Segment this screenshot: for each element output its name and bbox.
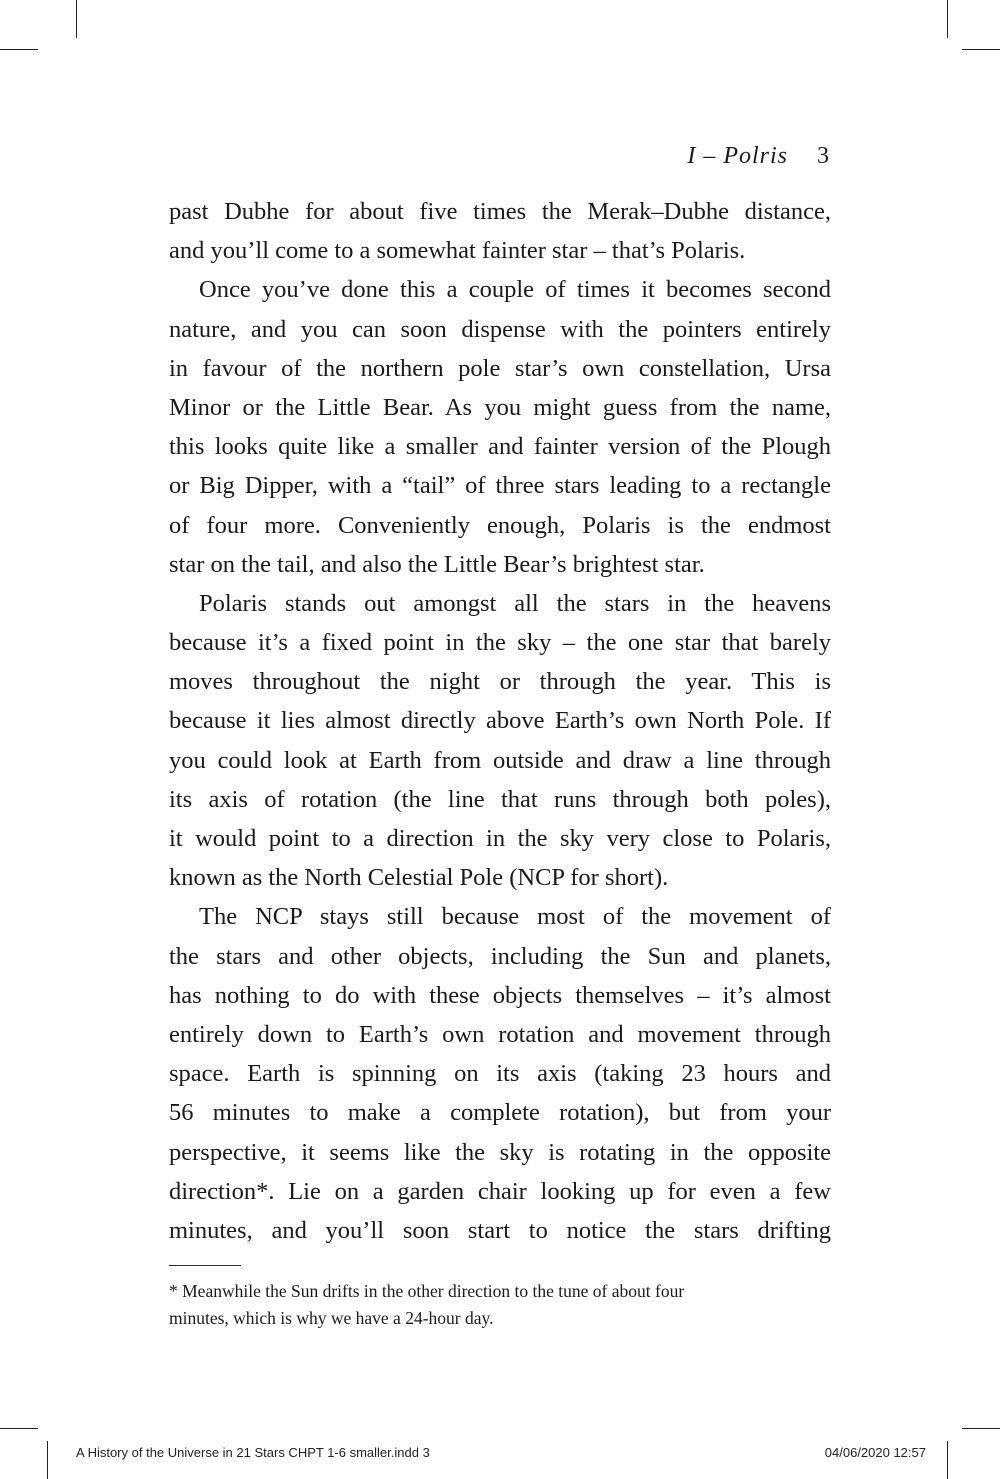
crop-mark bbox=[0, 49, 38, 50]
text-line: this looks quite like a smaller and fainter version of the Plough bbox=[169, 433, 831, 461]
text-line: direction*. Lie on a garden chair looking up for even a few bbox=[169, 1177, 831, 1205]
text-line: its axis of rotation (the line that runs through both poles), bbox=[169, 785, 831, 813]
slug-filename: A History of the Universe in 21 Stars CHPT 1-6 smaller.indd 3 bbox=[76, 1445, 430, 1460]
text-line: Polaris stands out amongst all the stars in the heavens bbox=[199, 589, 831, 617]
crop-mark bbox=[947, 0, 948, 38]
text-line: you could look at Earth from outside and draw a line through bbox=[169, 746, 831, 774]
running-head bbox=[687, 143, 830, 170]
text-line: it would point to a direction in the sky very close to Polaris, bbox=[169, 825, 831, 852]
text-line: because it’s a fixed point in the sky – the one star that barely bbox=[169, 629, 831, 657]
page-number: 3 bbox=[817, 143, 830, 169]
text-line: 56 minutes to make a complete rotation), but from your bbox=[169, 1099, 831, 1127]
text-line: space. Earth is spinning on its axis (taking 23 hours and bbox=[169, 1060, 831, 1088]
crop-mark bbox=[47, 1441, 48, 1479]
text-line: Once you’ve done this a couple of times it becomes second bbox=[199, 276, 831, 304]
footnote bbox=[169, 1278, 831, 1332]
crop-mark bbox=[76, 0, 77, 38]
text-line: The NCP stays still because most of the movement of bbox=[199, 903, 831, 931]
text-line: of four more. Conveniently enough, Polaris is the endmost bbox=[169, 511, 831, 539]
footnote-line: minutes, which is why we have a 24-hour day. bbox=[169, 1308, 494, 1328]
chapter-title: I – Polris bbox=[687, 143, 788, 169]
text-line: in favour of the northern pole star’s own constellation, Ursa bbox=[169, 354, 831, 382]
footnote-rule bbox=[169, 1265, 241, 1266]
text-line: or Big Dipper, with a “tail” of three stars leading to a rectangle bbox=[169, 472, 831, 500]
text-line: and you’ll come to a somewhat fainter star – that’s Polaris. bbox=[169, 237, 746, 265]
text-line: known as the North Celestial Pole (NCP for short). bbox=[169, 864, 669, 892]
crop-mark bbox=[0, 1428, 38, 1429]
text-line: past Dubhe for about five times the Merak–Dubhe distance, bbox=[169, 198, 831, 225]
crop-mark bbox=[947, 1441, 948, 1479]
text-line: because it lies almost directly above Earth’s own North Pole. If bbox=[169, 707, 831, 735]
slug-datetime: 04/06/2020 12:57 bbox=[824, 1445, 926, 1460]
text-line: star on the tail, and also the Little Bear’s brightest star. bbox=[169, 550, 705, 578]
text-line: moves throughout the night or through the year. This is bbox=[169, 668, 831, 696]
footnote-line: * Meanwhile the Sun drifts in the other direction to the tune of about four bbox=[169, 1281, 685, 1301]
text-line: minutes, and you’ll soon start to notice the stars drifting bbox=[169, 1216, 831, 1244]
text-line: entirely down to Earth’s own rotation and movement through bbox=[169, 1020, 831, 1048]
text-line: the stars and other objects, including the Sun and planets, bbox=[169, 942, 831, 970]
text-line: has nothing to do with these objects themselves – it’s almost bbox=[169, 981, 831, 1009]
text-line: nature, and you can soon dispense with the pointers entirely bbox=[169, 315, 831, 343]
text-line: Minor or the Little Bear. As you might guess from the name, bbox=[169, 393, 831, 421]
crop-mark bbox=[962, 1428, 1000, 1429]
text-line: perspective, it seems like the sky is rotating in the opposite bbox=[169, 1138, 831, 1166]
body-text bbox=[169, 192, 831, 1250]
crop-mark bbox=[962, 49, 1000, 50]
